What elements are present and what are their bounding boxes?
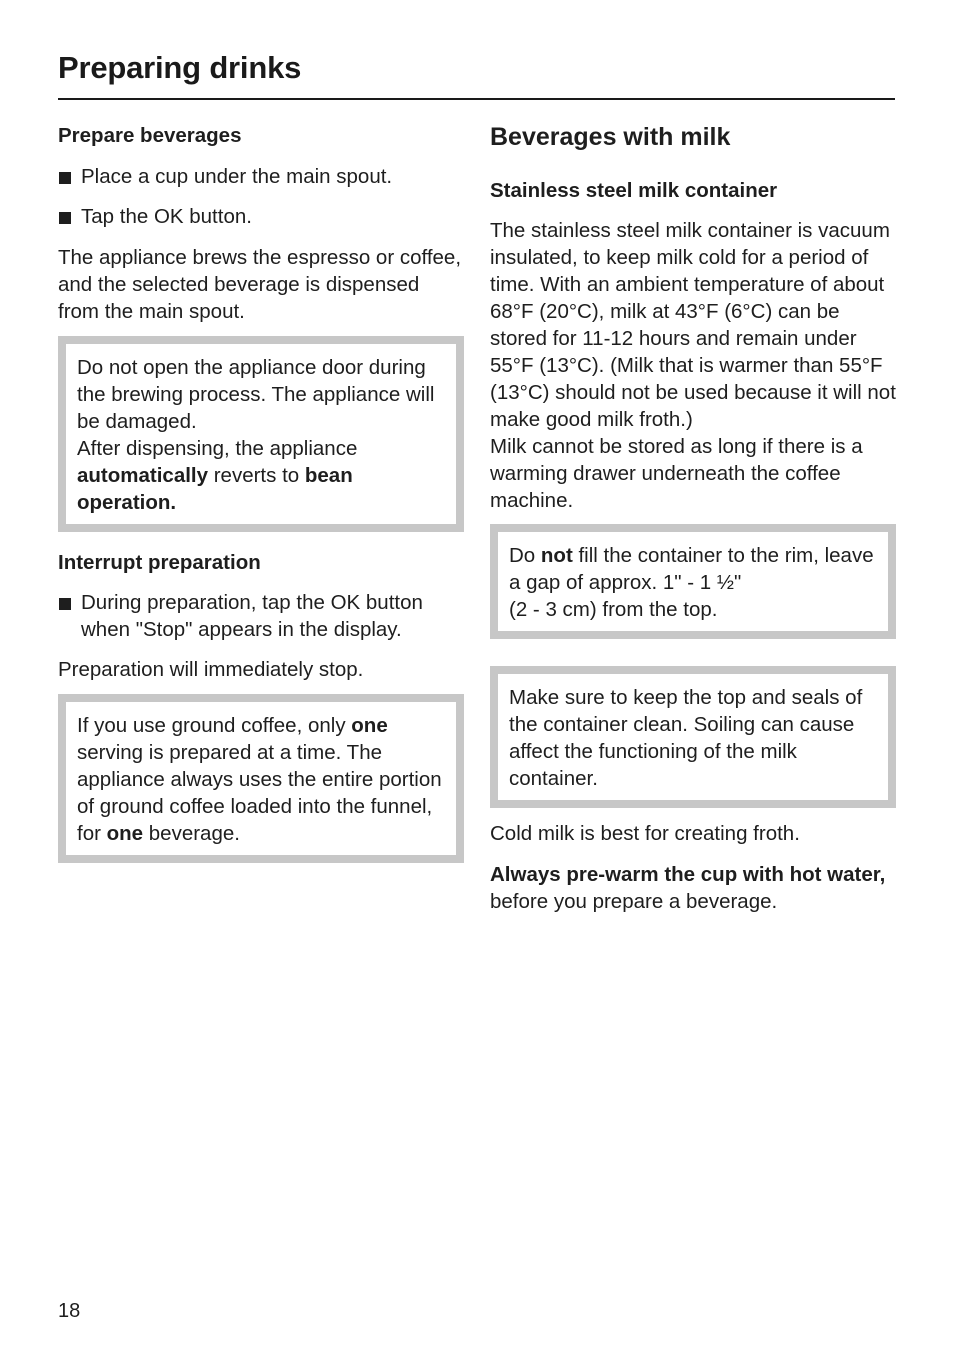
note-post: beverage. [143,822,240,845]
auto-revert-bold: automatically [77,464,209,487]
auto-revert-mid: reverts to [208,464,305,487]
page-title: Preparing drinks [58,50,302,85]
square-bullet-icon [59,598,71,610]
left-column [58,122,464,863]
title-rule [58,98,895,100]
page-number: 18 [58,1300,81,1322]
bullet-item [58,163,464,190]
fill-warning-text [509,542,876,596]
bean-operation-bold: bean operation. [77,464,353,514]
bullet-text: Place a cup under the main spout. [81,165,393,188]
auto-revert-pre: After dispensing, the appliance [77,437,358,460]
prepare-beverages-heading: Prepare beverages [58,124,242,147]
milk-container-description: The stainless steel milk container is vacuum insulated, to keep milk cold for a period of time. With an ambient temperature of about 68°F (20°C), milk at 43°F (6°C) can be stored for 11-12 hours and remain under 55°F (13°C). (Milk that is warmer than 55°F (13°C) should not be used because it will not make good milk froth.) [490,219,896,431]
fill-pre: Do [509,544,541,567]
note-pre: If you use ground coffee, only [77,714,352,737]
right-column [490,122,896,915]
note-bold-one: one [351,714,388,737]
bullet-text: During preparation, tap the OK button when "Stop" appears in the display. [81,591,423,641]
fill-post: fill the container to the rim, leave a gap of approx. 1" - 1 ½" [509,544,874,594]
warning-text: Do not open the appliance door during the brewing process. The appliance will be damaged. [77,356,435,433]
clean-seals-note-box [490,666,896,808]
warming-drawer-text: Milk cannot be stored as long if there is a warming drawer underneath the coffee machine. [490,435,863,512]
cold-milk-text: Cold milk is best for creating froth. [490,822,800,845]
prewarm-rest: before you prepare a beverage. [490,890,778,913]
warning-box [58,336,464,532]
bullet-text: Tap the OK button. [81,205,252,228]
interrupt-preparation-heading: Interrupt preparation [58,551,261,574]
beverages-with-milk-heading: Beverages with milk [490,123,731,151]
square-bullet-icon [59,172,71,184]
ground-coffee-note-box [58,694,464,863]
stop-description: Preparation will immediately stop. [58,658,364,681]
bullet-item [58,203,464,230]
brew-description: The appliance brews the espresso or coffee, and the selected beverage is dispensed from the main spout. [58,246,462,323]
milk-container-heading: Stainless steel milk container [490,179,778,202]
bullet-item [58,589,464,643]
square-bullet-icon [59,212,71,224]
clean-seals-text: Make sure to keep the top and seals of the container clean. Soiling can cause affect the functioning of the milk container. [509,686,863,790]
note-mid: serving is prepared at a time. The appliance always uses the entire portion of ground coffee loaded into the funnel, for [77,741,442,845]
prewarm-bold: Always pre-warm the cup with hot water, [490,863,886,886]
fill-gap-text: (2 - 3 cm) from the top. [509,598,718,621]
note-bold-one-2: one [106,822,144,845]
fill-bold-not: not [540,544,573,567]
prewarm-text [490,861,896,915]
fill-warning-box [490,524,896,639]
auto-revert-text [77,435,444,516]
